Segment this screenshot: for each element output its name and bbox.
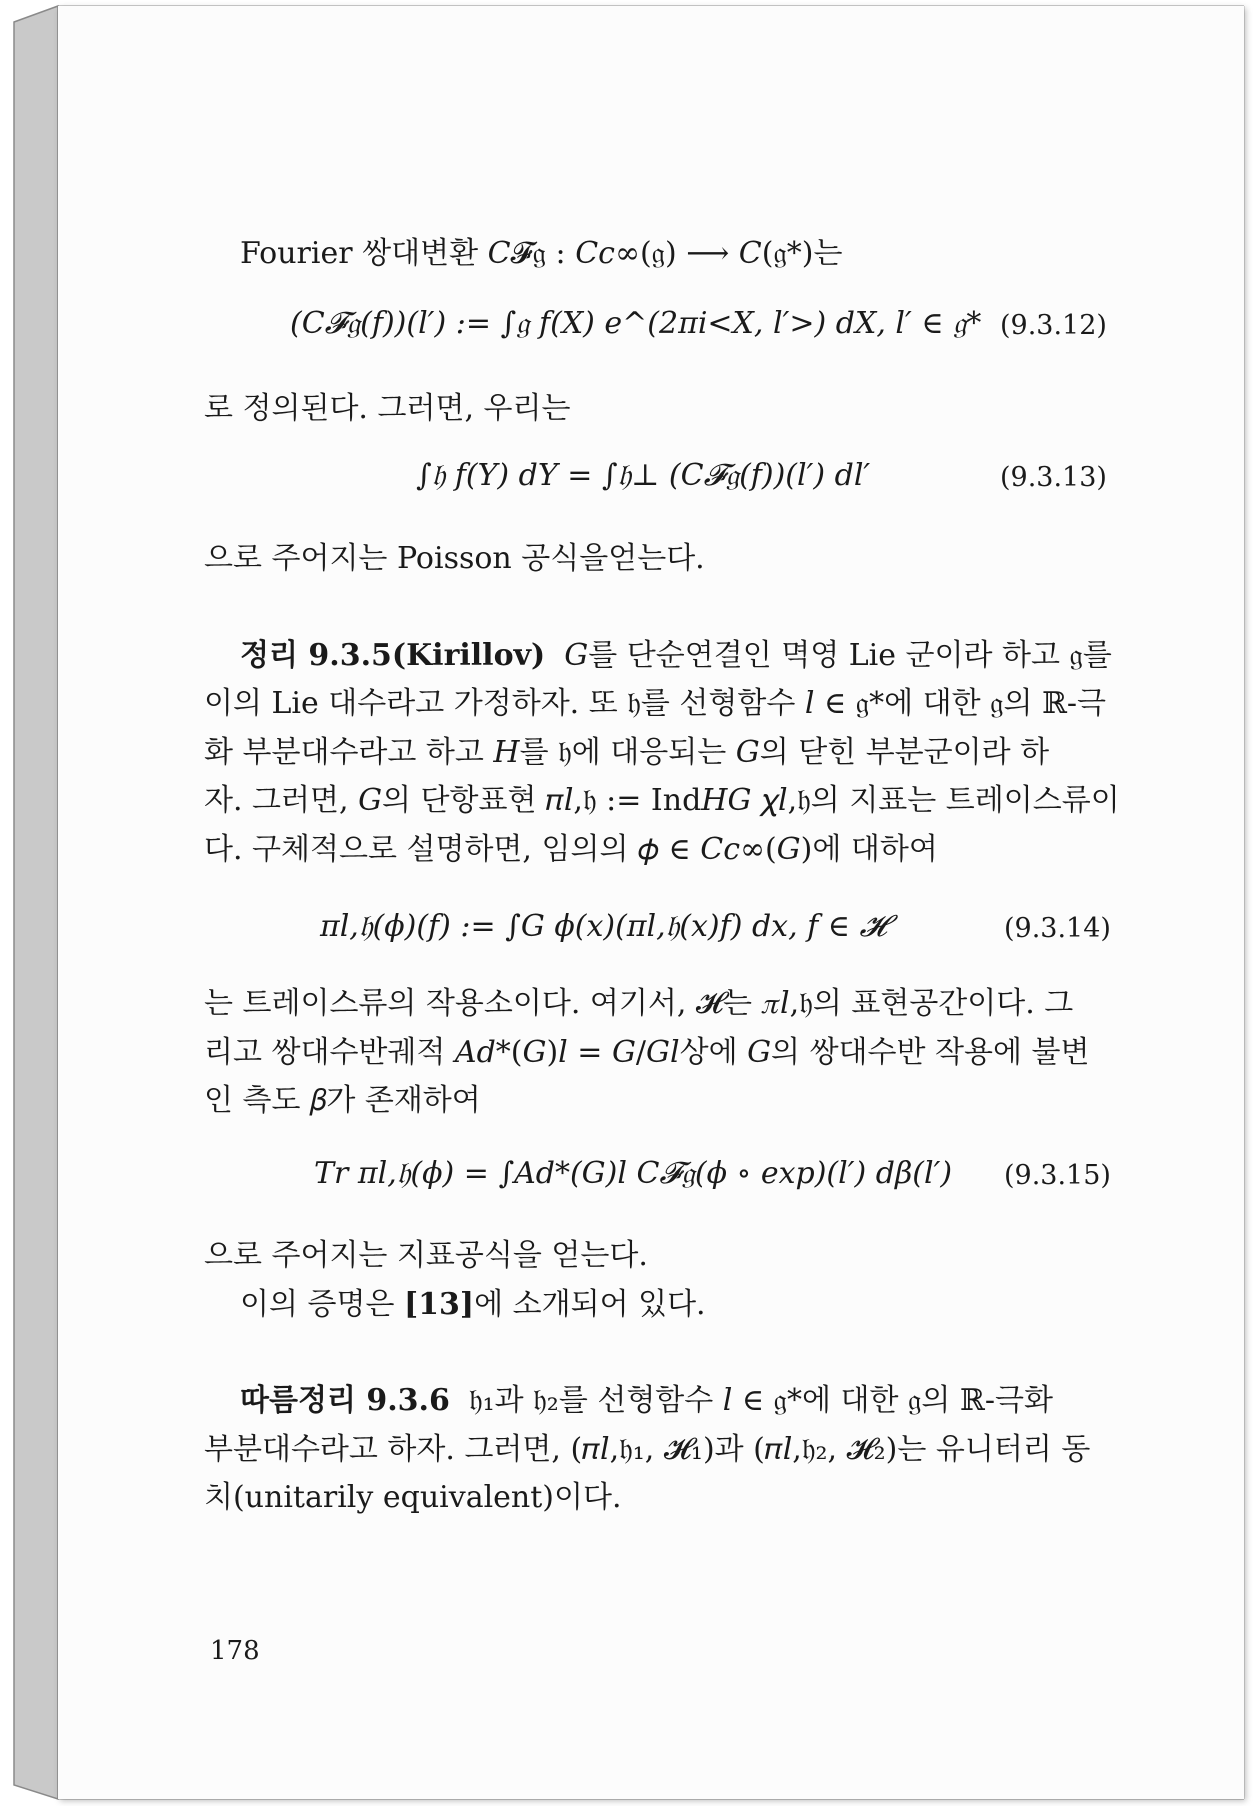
corollary-line-2: 부분대수라고 하자. 그러면, (𝜋𝑙,𝔥₁, 𝓗₁)과 (𝜋𝑙,𝔥₂, 𝓗₂)는 유니터리 동	[204, 1432, 1091, 1467]
text-after-eq12: 로 정의된다. 그러면, 우리는	[204, 391, 571, 426]
theorem-label: 정리 9.3.5(Kirillov)	[240, 638, 546, 673]
theorem-line-3: 화 부분대수라고 하고 𝐻를 𝔥에 대응되는 𝐺의 닫힌 부분군이라 하	[204, 735, 1050, 770]
book-page	[58, 6, 1244, 1799]
equation-number-9-3-13: (9.3.13)	[1000, 462, 1107, 493]
proof-reference-before: 이의 증명은	[240, 1287, 404, 1322]
corollary-text-1: 𝔥₁과 𝔥₂를 선형함수 𝑙 ∈ 𝔤*에 대한 𝔤의 ℝ-극화	[468, 1383, 1053, 1418]
theorem-line-5: 다. 구체적으로 설명하면, 임의의 𝜙 ∈ 𝐶𝑐∞(𝐺)에 대하여	[204, 832, 938, 867]
text-after-eq15: 으로 주어지는 지표공식을 얻는다.	[204, 1238, 648, 1273]
proof-reference-line	[240, 1287, 706, 1323]
theorem-line-4: 자. 그러면, 𝐺의 단항표현 𝜋𝑙,𝔥 := Ind𝐻𝐺 𝜒𝑙,𝔥의 지표는 트레이스류이	[204, 783, 1120, 818]
page-number: 178	[210, 1636, 260, 1666]
theorem-text-1: 𝐺를 단순연결인 멱영 Lie 군이라 하고 𝔤를	[564, 638, 1112, 673]
reference-link: [13]	[403, 1287, 475, 1322]
corollary-line-1	[240, 1383, 1053, 1419]
equation-9-3-12: (𝐶𝓕𝔤(𝑓))(𝑙′) := ∫𝔤 𝑓(𝑋) 𝑒^(2𝜋𝑖<𝑋, 𝑙′>) 𝑑𝑋, 𝑙′ ∈ 𝔤*	[290, 306, 982, 341]
text-after-eq14-line-3: 인 측도 𝛽가 존재하여	[204, 1083, 481, 1118]
text-after-eq14-line-1: 는 트레이스류의 작용소이다. 여기서, 𝓗는 𝜋𝑙,𝔥의 표현공간이다. 그	[204, 986, 1074, 1021]
text-after-eq13: 으로 주어지는 Poisson 공식을얻는다.	[204, 541, 705, 576]
equation-number-9-3-15: (9.3.15)	[1004, 1160, 1111, 1191]
corollary-label: 따름정리 9.3.6	[240, 1383, 450, 1418]
theorem-line-2: 이의 Lie 대수라고 가정하자. 또 𝔥를 선형함수 𝑙 ∈ 𝔤*에 대한 𝔤의 ℝ-극	[204, 686, 1107, 721]
equation-9-3-14: 𝜋𝑙,𝔥(𝜙)(𝑓) := ∫𝐺 𝜙(𝑥)(𝜋𝑙,𝔥(𝑥)𝑓) 𝑑𝑥, 𝑓 ∈ 𝓗	[320, 909, 887, 944]
text-after-eq14-line-2: 리고 쌍대수반궤적 𝐴𝑑*(𝐺)𝑙 = 𝐺/𝐺𝑙상에 𝐺의 쌍대수반 작용에 불변	[204, 1035, 1090, 1070]
proof-reference-after: 에 소개되어 있다.	[474, 1287, 706, 1322]
intro-line: Fourier 쌍대변환 𝐶𝓕𝔤 : 𝐶𝑐∞(𝔤) ⟶ 𝐶(𝔤*)는	[240, 236, 843, 271]
equation-9-3-15: 𝑇𝑟 𝜋𝑙,𝔥(𝜙) = ∫𝐴𝑑*(𝐺)𝑙 𝐶𝓕𝔤(𝜙 ∘ exp)(𝑙′) 𝑑𝛽(𝑙′)	[314, 1156, 953, 1191]
equation-number-9-3-12: (9.3.12)	[1000, 310, 1107, 341]
theorem-line-1	[240, 638, 1112, 674]
equation-9-3-13: ∫𝔥 𝑓(𝑌) 𝑑𝑌 = ∫𝔥⊥ (𝐶𝓕𝔤(𝑓))(𝑙′) 𝑑𝑙′	[416, 458, 871, 493]
corollary-line-3: 치(unitarily equivalent)이다.	[204, 1480, 622, 1515]
equation-number-9-3-14: (9.3.14)	[1004, 913, 1111, 944]
